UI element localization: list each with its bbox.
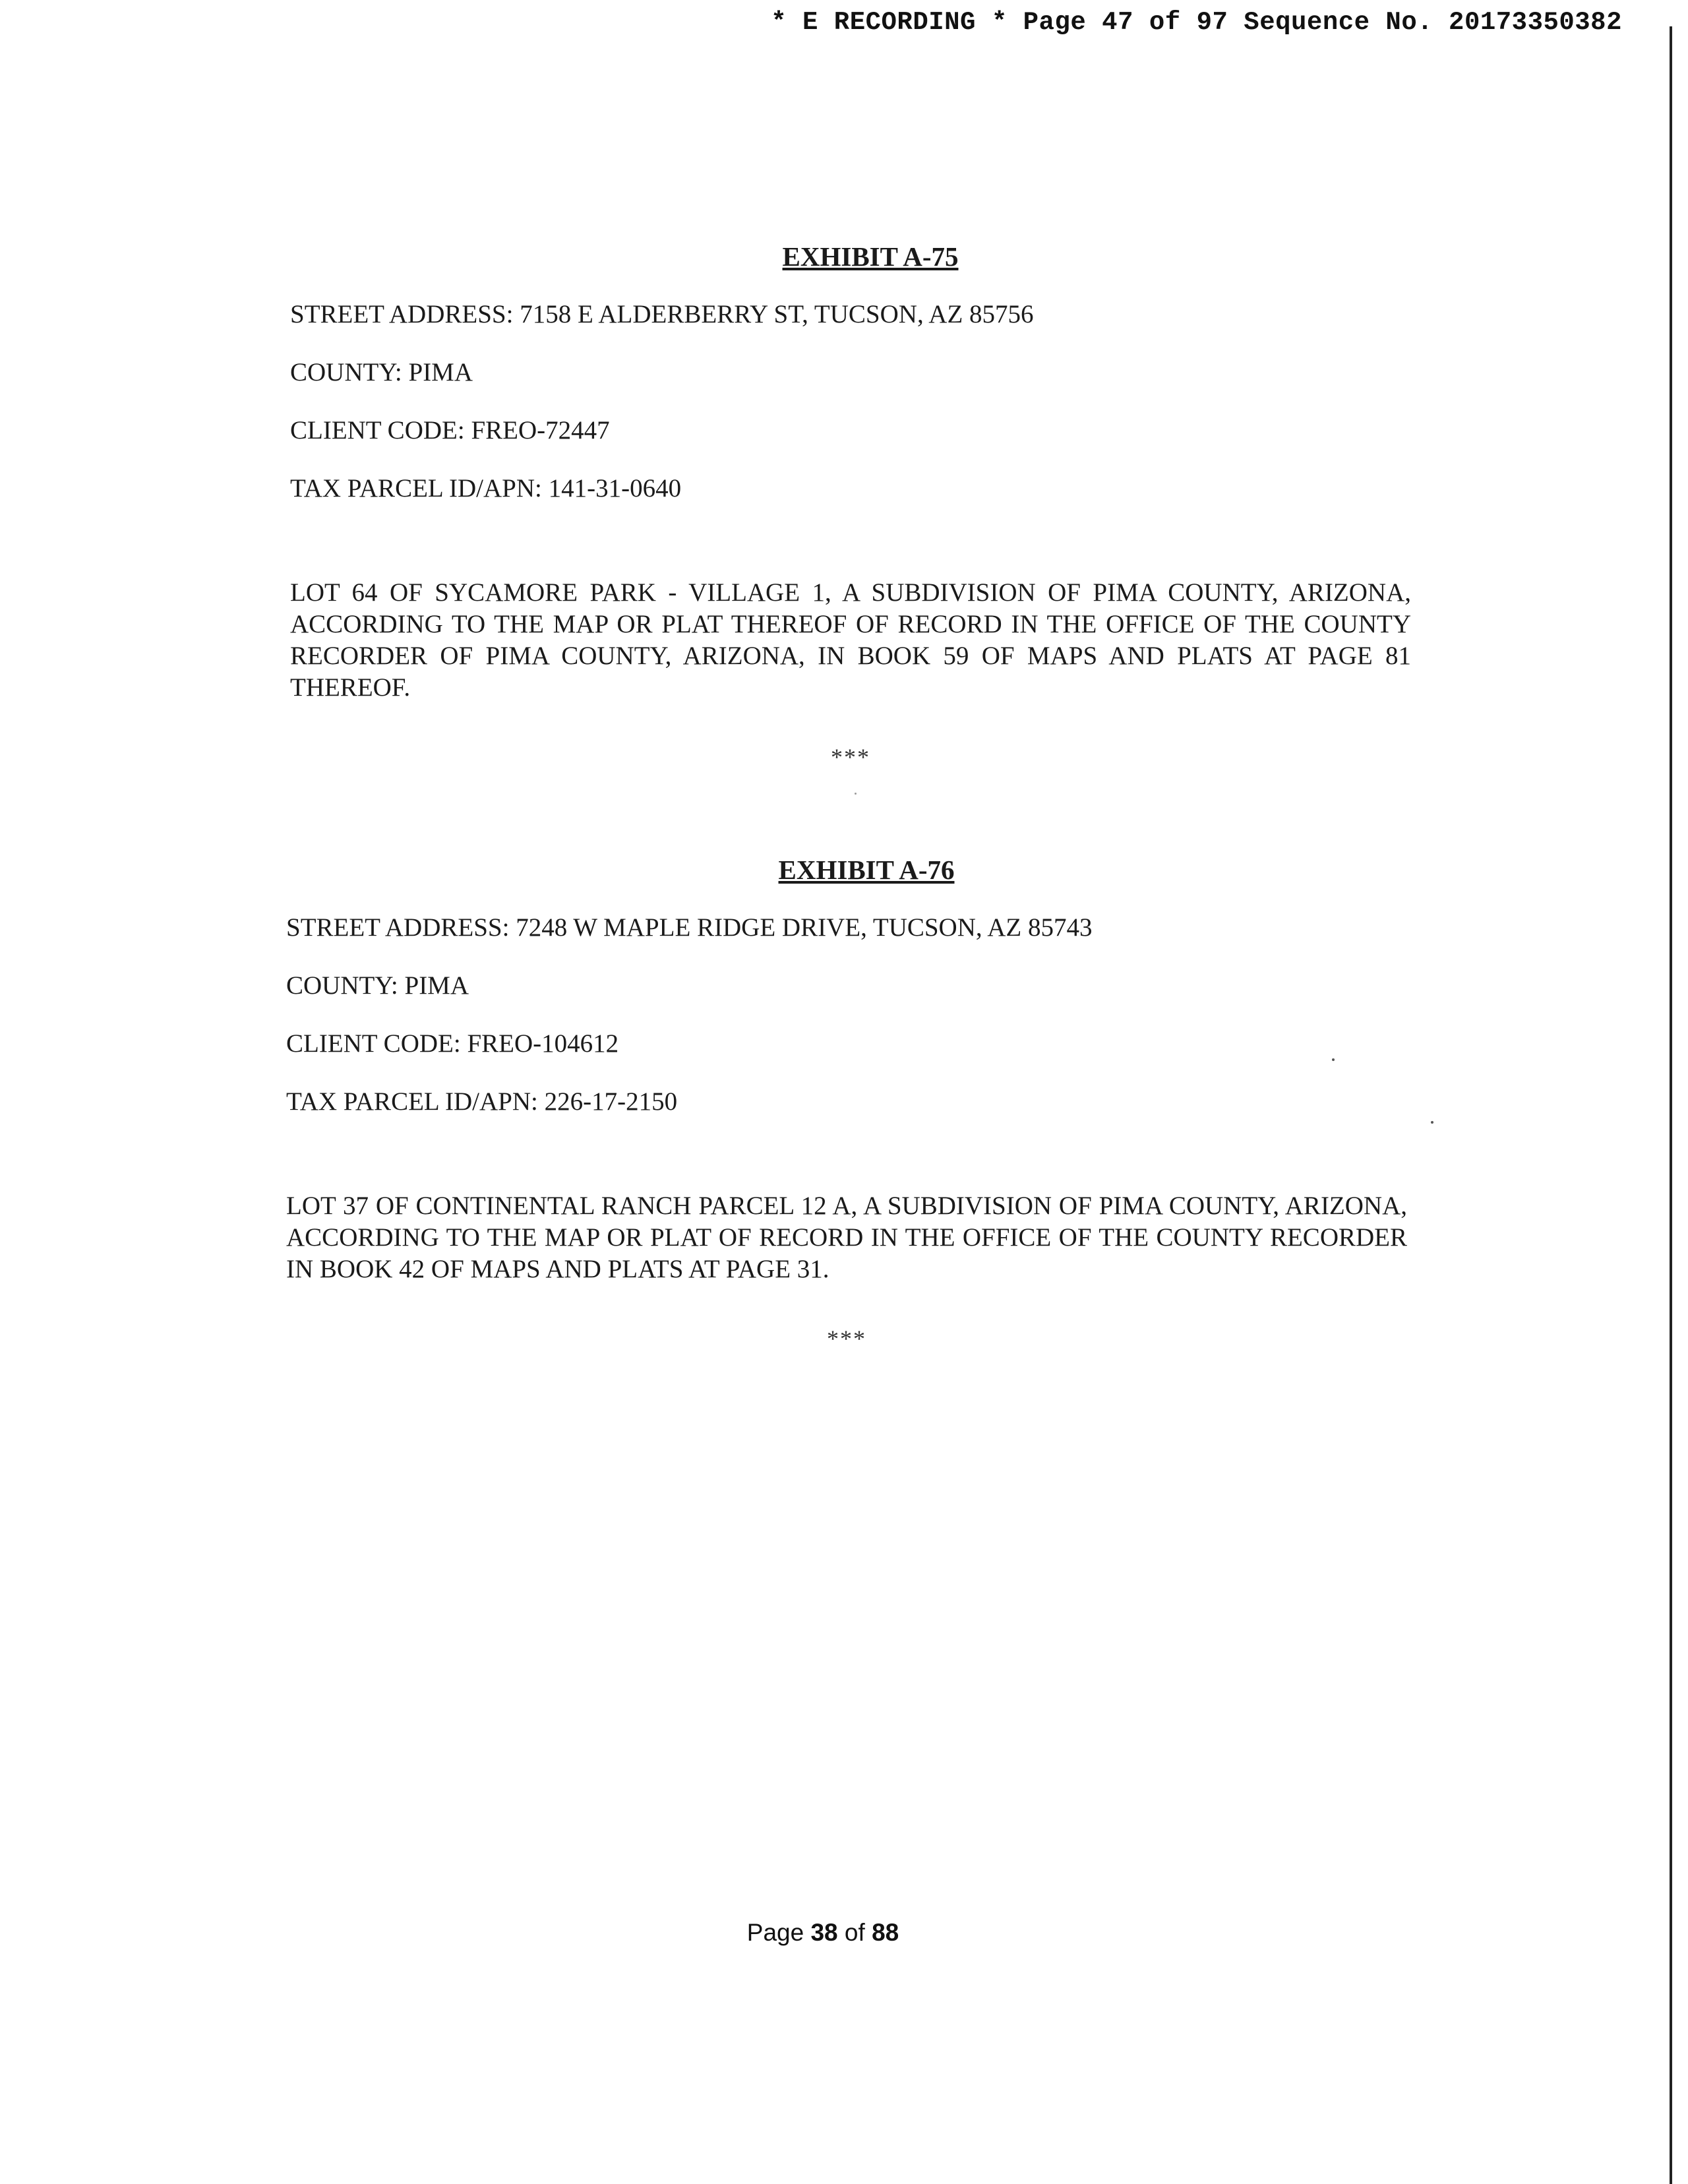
legal-description: LOT 37 OF CONTINENTAL RANCH PARCEL 12 A, A SUBDIVISION OF PIMA COUNTY, ARIZONA, ACCORDING TO THE MAP OR PLAT OF RECORD IN THE OFFICE OF THE COUNTY RECORDER IN BOOK 42 OF MAPS AND PLATS AT PAGE 31. <box>286 1192 1407 1283</box>
tax-parcel-value: 141-31-0640 <box>548 474 682 502</box>
scan-speck <box>855 793 857 795</box>
scan-edge-line <box>1670 26 1672 2184</box>
county-value: PIMA <box>408 358 473 386</box>
section-separator: *** <box>831 744 870 770</box>
county-label: COUNTY: <box>290 358 402 386</box>
footer-current-page: 38 <box>810 1919 838 1946</box>
footer-middle: of <box>844 1919 865 1946</box>
county <box>290 357 1411 415</box>
street-address-value: 7158 E ALDERBERRY ST, TUCSON, AZ 85756 <box>520 300 1034 328</box>
street-address-value: 7248 W MAPLE RIDGE DRIVE, TUCSON, AZ 85743 <box>516 913 1093 942</box>
footer-total-pages: 88 <box>872 1919 899 1946</box>
street-address-label: STREET ADDRESS: <box>286 913 510 942</box>
legal-description: LOT 64 OF SYCAMORE PARK - VILLAGE 1, A SUBDIVISION OF PIMA COUNTY, ARIZONA, ACCORDING TO THE MAP OR PLAT THEREOF OF RECORD IN THE OFFICE OF THE COUNTY RECORDER OF PIMA COUNTY, ARIZONA, IN BOOK 59 OF MAPS AND PLATS AT PAGE 81 THEREOF. <box>290 578 1411 702</box>
exhibit-a-76 <box>286 854 1407 1352</box>
scan-speck <box>1332 1058 1335 1061</box>
page-number-footer <box>0 1919 1646 1947</box>
client-code-label: CLIENT CODE: <box>286 1029 461 1058</box>
client-code <box>290 415 1411 473</box>
street-address-label: STREET ADDRESS: <box>290 300 514 328</box>
tax-parcel-label: TAX PARCEL ID/APN: <box>286 1087 538 1116</box>
tax-parcel <box>286 1086 1407 1144</box>
street-address <box>290 299 1411 357</box>
recording-header: * E RECORDING * Page 47 of 97 Sequence No. 20173350382 <box>771 8 1622 37</box>
street-address <box>286 912 1407 970</box>
exhibit-a-75 <box>290 241 1411 771</box>
exhibit-title: EXHIBIT A-76 <box>778 855 955 885</box>
client-code-value: FREO-104612 <box>467 1029 619 1058</box>
footer-prefix: Page <box>746 1919 804 1946</box>
exhibit-title: EXHIBIT A-75 <box>782 241 959 272</box>
tax-parcel <box>290 473 1411 531</box>
tax-parcel-value: 226-17-2150 <box>544 1087 678 1116</box>
scan-speck <box>1431 1121 1433 1124</box>
client-code-value: FREO-72447 <box>471 416 610 444</box>
client-code <box>286 1028 1407 1086</box>
tax-parcel-label: TAX PARCEL ID/APN: <box>290 474 542 502</box>
section-separator: *** <box>827 1325 866 1352</box>
county-label: COUNTY: <box>286 971 398 1000</box>
client-code-label: CLIENT CODE: <box>290 416 465 444</box>
county <box>286 970 1407 1028</box>
county-value: PIMA <box>404 971 469 1000</box>
